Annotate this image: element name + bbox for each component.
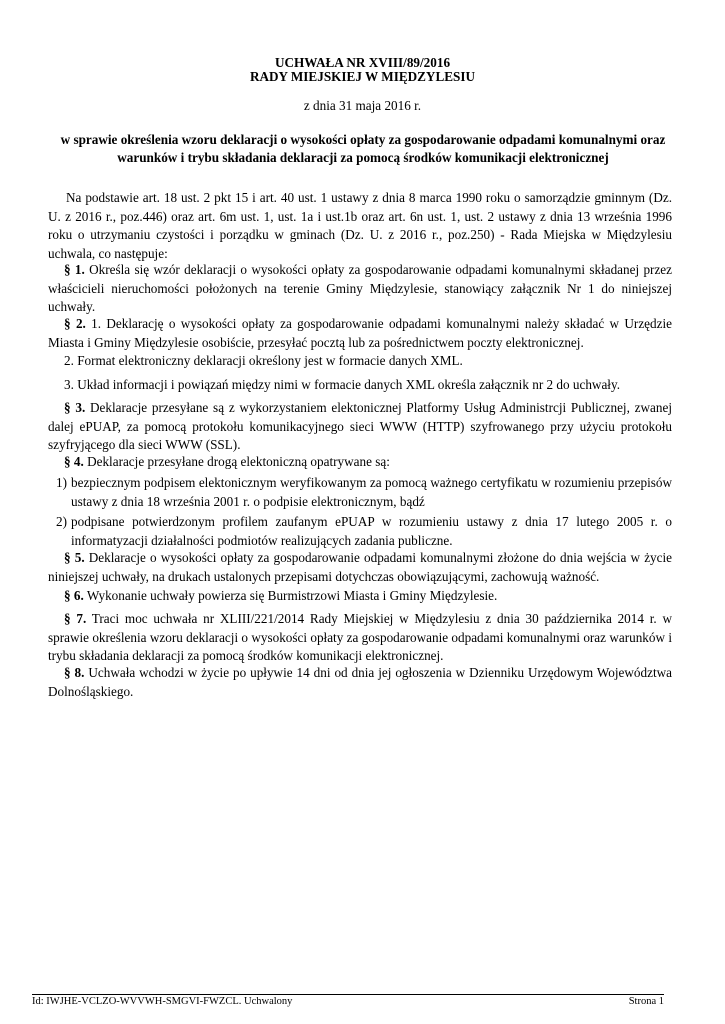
list-item-2-number: 2)	[56, 514, 67, 529]
footer-divider	[32, 994, 664, 995]
section-1-paragraph	[48, 261, 672, 317]
section-5-paragraph	[48, 549, 672, 586]
section-6-text: Wykonanie uchwały powierza się Burmistrzowi Miasta i Gminy Międzylesie.	[83, 588, 498, 603]
section-2-label: § 2.	[64, 316, 86, 331]
section-6-label: § 6.	[64, 588, 84, 603]
section-4-list-item-2	[48, 513, 672, 550]
section-3-text: Deklaracje przesyłane są z wykorzystaniem elektonicznej Platformy Usług Administrcji Publicznej, zwanej dalej ePUAP, za pomocą protokołu komunikacyjnego sieci WWW (HTTP) szyfrowanego przy użyciu protokołu szyfryjącego dla sieci WWW (SSL).	[48, 400, 673, 452]
list-item-2-text: podpisane potwierdzonym profilem zaufanym ePUAP w rozumieniu ustawy z dnia 17 lutego 2005 r. o informatyzacji działalności podmiotów realizujących zadania publiczne.	[71, 514, 672, 548]
section-5-label: § 5.	[64, 550, 85, 565]
section-3-label: § 3.	[64, 400, 86, 415]
section-2-point-2: 2. Format elektroniczny deklaracji określony jest w formacie danych XML.	[64, 353, 463, 368]
resolution-date: z dnia 31 maja 2016 r.	[303, 98, 422, 113]
section-2-paragraph	[48, 315, 672, 352]
section-7-paragraph	[48, 610, 672, 666]
section-3-paragraph	[48, 399, 672, 455]
list-item-1-text: bezpiecznym podpisem elektonicznym weryfikowanym za pomocą ważnego certyfikatu w rozumieniu przepisów ustawy z dnia 18 września 2001 r. o podpisie elektronicznym, bądź	[71, 475, 672, 509]
resolution-subject: w sprawie określenia wzoru deklaracji o wysokości opłaty za gospodarowanie odpadami komunalnymi oraz warunków i trybu składania deklaracji za pomocą środków komunikacji elektronicznej	[60, 132, 666, 165]
section-4-label: § 4.	[64, 454, 84, 469]
section-8-text: Uchwała wchodzi w życie po upływie 14 dni od dnia jej ogłoszenia w Dzienniku Urzędowym Województwa Dolnośląskiego.	[48, 665, 672, 699]
section-4-list-item-1	[48, 474, 672, 511]
resolution-number-title: UCHWAŁA NR XVIII/89/2016	[274, 55, 451, 70]
preamble-paragraph: Na podstawie art. 18 ust. 2 pkt 15 i art. 40 ust. 1 ustawy z dnia 8 marca 1990 roku o samorządzie gminnym (Dz. U. z 2016 r., poz.446) oraz art. 6m ust. 1, ust. 1a i ust.1b oraz art. 6n ust. 1, ust. 2 ustawy z dnia 13 września 1996 roku o utrzymaniu czystości i porządku w gminach (Dz. U. z 2016 r., poz.250) - Rada Miejska w Międzylesiu uchwala, co następuje:	[48, 190, 672, 261]
footer-document-id: Id: IWJHE-VCLZO-WVVWH-SMGVI-FWZCL. Uchwalony	[32, 996, 293, 1007]
section-5-text: Deklaracje o wysokości opłaty za gospodarowanie odpadami komunalnymi złożone do dnia wejścia w życie niniejszej uchwały, na drukach ustalonych przepisami dotychczas obowiązującymi, zachowują ważność.	[48, 550, 673, 584]
section-4-text: Deklaracje przesyłane drogą elektoniczną opatrywane są:	[83, 454, 390, 469]
section-7-label: § 7.	[64, 611, 87, 626]
list-item-1-number: 1)	[56, 475, 67, 490]
council-name-title: RADY MIEJSKIEJ W MIĘDZYLESIU	[249, 69, 476, 84]
section-1-text: Określa się wzór deklaracji o wysokości opłaty za gospodarowanie odpadami komunalnymi składanej przez właścicieli nieruchomości położonych na terenie Gminy Międzylesie, stanowiący załącznik Nr 1 do niniejszej uchwały.	[48, 262, 673, 314]
section-8-label: § 8.	[64, 665, 85, 680]
section-7-text: Traci moc uchwała nr XLIII/221/2014 Rady Miejskiej w Międzylesiu z dnia 30 października 2014 r. w sprawie określenia wzoru deklaracji o wysokości opłaty za gospodarowanie odpadami komunalnymi oraz warunków i trybu składania deklaracji za pomocą środków komunikacji elektronicznej.	[48, 611, 672, 663]
section-2-text: 1. Deklarację o wysokości opłaty za gospodarowanie odpadami komunalnymi należy składać w Urzędzie Miasta i Gminy Międzylesie osobiście, przesyłać pocztą lub za pośrednictwem poczty elektronicznej.	[48, 316, 672, 350]
section-1-label: § 1.	[64, 262, 85, 277]
section-4-paragraph	[48, 453, 672, 472]
section-2-point-3: 3. Układ informacji i powiązań między nimi w formacie danych XML określa załącznik nr 2 do uchwały.	[64, 377, 621, 392]
section-8-paragraph	[48, 664, 672, 701]
section-6-paragraph	[48, 587, 672, 606]
footer-page-number: Strona 1	[628, 996, 664, 1007]
